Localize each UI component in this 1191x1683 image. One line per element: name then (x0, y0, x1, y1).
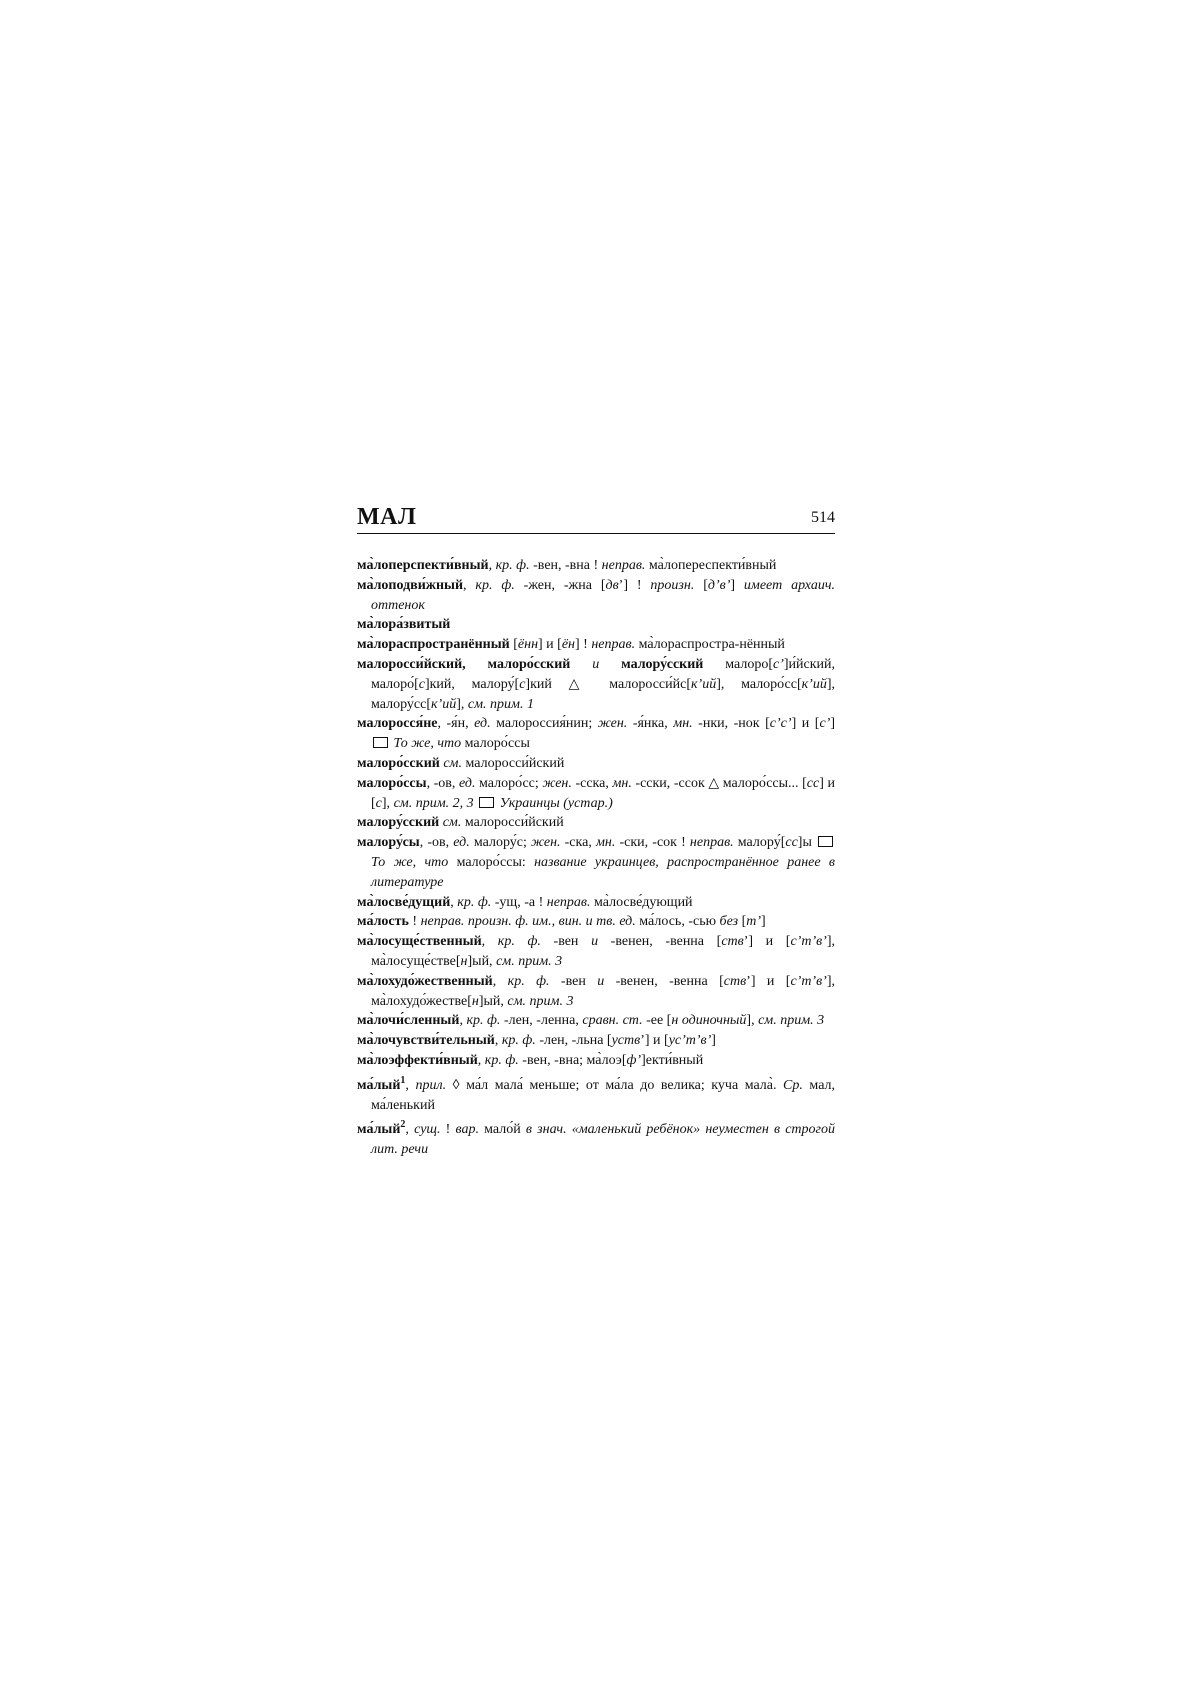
entry-text: ! (440, 1122, 456, 1138)
entry-text (474, 796, 478, 811)
entry-text: ] (711, 1033, 716, 1049)
headword: ма́лый (357, 1122, 401, 1138)
italic-note: То же, что (393, 736, 462, 752)
entry-text: ма̀лопереспекти́вный (645, 558, 777, 573)
dictionary-entry (357, 893, 835, 913)
italic-note: кʼий (431, 696, 457, 712)
entry-text: ]ый, (478, 993, 508, 1009)
italic-note: ств (723, 973, 747, 989)
entry-text: ]кий △ малоросси́йс[ (525, 676, 691, 692)
entry-text: ]ы (797, 835, 816, 851)
italic-note: тʼ (746, 914, 762, 930)
italic-note: неправ. (546, 894, 591, 910)
entry-text: -вен (549, 973, 598, 989)
entry-text: -нки, -нок [ (692, 716, 770, 732)
italic-note: жен. (597, 716, 628, 732)
italic-note: сʼ (819, 716, 831, 732)
italic-note: и (591, 934, 599, 950)
dictionary-entry (357, 655, 835, 714)
italic-note: и (592, 656, 600, 672)
headword: ма̀лосве́дущий (357, 894, 451, 910)
entry-text: ʼ] ! (618, 577, 651, 593)
headword: ма̀лочувстви́тельный (357, 1033, 495, 1049)
dictionary-entry (357, 576, 835, 616)
headword: малоро́ссы (357, 775, 427, 791)
italic-note: мн. (595, 835, 616, 851)
entry-text: -сска, (571, 775, 613, 791)
italic-note: дʼвʼ (707, 577, 731, 593)
dictionary-entry (357, 1071, 835, 1116)
headword: ма̀лочи́сленный (357, 1013, 460, 1029)
dictionary-entry (357, 714, 835, 754)
italic-note: Ср. (783, 1077, 803, 1093)
entry-text: , (477, 1052, 485, 1068)
dictionary-entry (357, 1031, 835, 1051)
entry-text (599, 657, 621, 672)
entry-text: -лен, -ленна, (500, 1013, 583, 1029)
entry-text: малороссия́нин; (490, 716, 598, 732)
entry-text: ]и́йский, малоро́[ (371, 656, 836, 692)
italic-note: кр. ф. (497, 934, 541, 950)
homonym-index: 2 (400, 1119, 406, 1131)
headword: ма̀лоперспекти́вный (357, 558, 489, 573)
italic-note: см. прим. 3 (496, 953, 563, 969)
entry-text: малору́[ (733, 835, 786, 851)
entry-text: ], ма̀лосуще́стве[ (371, 934, 836, 969)
entry-text: , (459, 1013, 467, 1029)
entry-text: , (481, 934, 498, 950)
entry-text: , -я́н, (437, 716, 475, 732)
entry-text: малоро́ссы: (448, 854, 535, 870)
entry-list (357, 556, 835, 1160)
headword: ма̀лосуще́ственный (357, 934, 482, 950)
entry-text: малоро́ссы (461, 736, 530, 752)
dictionary-entry (357, 1115, 835, 1160)
dictionary-entry (357, 912, 835, 932)
square-symbol-icon (373, 737, 388, 748)
dictionary-entry (357, 1051, 835, 1071)
dictionary-entry (357, 1011, 835, 1031)
entry-text: ʼ] и [ (640, 1033, 669, 1049)
entry-text: ма̀лораспростра-нённый (635, 637, 785, 653)
italic-note: неправ. произн. ф. им., вин. и тв. ед. (420, 914, 636, 930)
italic-note: см. (443, 755, 462, 771)
italic-note: кр. ф. (457, 894, 492, 910)
entry-text: , -ов, (426, 775, 459, 791)
headword: ма́лость (357, 914, 409, 930)
entry-text: [ (738, 914, 747, 930)
headword: малору́сский (357, 815, 440, 831)
headword: ма̀лора́звитый (357, 617, 451, 633)
entry-text: -венен, -венна [ (598, 934, 722, 950)
entry-text: , (492, 973, 508, 989)
entry-text: малору́сский (621, 656, 704, 672)
entry-text: малоро[ (703, 656, 773, 672)
italic-note: см. прим. 1 (467, 696, 534, 712)
italic-note: см. прим. 2, 3 (393, 795, 474, 811)
dictionary-page (357, 504, 835, 1160)
entry-text: ] (730, 577, 744, 593)
italic-note: см. (442, 815, 462, 831)
entry-text: -ски, -сок ! (615, 835, 690, 851)
header-rule (357, 533, 835, 534)
italic-note: кр. ф. (501, 1033, 536, 1049)
italic-note: сравн. ст. (582, 1013, 643, 1029)
entry-text: мало́й (479, 1122, 526, 1138)
entry-text: ◊ ма́л мала́ меньше; от ма́ла до велика; куча мала̀. (446, 1077, 784, 1093)
entry-text: ʼ] и [ (746, 973, 791, 989)
italic-note: кʼий (801, 676, 827, 692)
entry-text: , (450, 894, 458, 910)
entry-text: ], малоро́сс[ (716, 676, 802, 692)
italic-note: кр. ф. (507, 973, 550, 989)
entry-text: мал, ма́ленький (371, 1077, 836, 1113)
dictionary-entry (357, 774, 835, 814)
italic-note: без (719, 914, 739, 930)
italic-note: произн. (650, 577, 695, 593)
entry-text: [ (694, 577, 708, 593)
entry-text: ] и [ (791, 716, 820, 732)
entry-text: ! (408, 914, 421, 930)
square-symbol-icon (818, 836, 833, 847)
entry-text: ] ! (575, 637, 592, 653)
entry-text: ] (830, 716, 835, 732)
italic-note: сущ. (414, 1122, 441, 1138)
entry-text: ма́лось, -сью (635, 914, 720, 930)
italic-note: кр. ф. (466, 1013, 501, 1029)
entry-text: , (488, 558, 496, 573)
entry-text: -вен (540, 934, 592, 950)
headword: ма̀лоподви́жный (357, 577, 464, 593)
entry-text: -лен, -льна [ (535, 1033, 612, 1049)
entry-text: малоро́сс; (475, 775, 543, 791)
italic-note: усʼтʼвʼ (668, 1033, 712, 1049)
entry-text: -венен, -венна [ (604, 973, 724, 989)
italic-note: сс (806, 775, 820, 791)
italic-note: в знач. «маленький ребёнок» неуместен в строгой лит. речи (371, 1122, 835, 1158)
italic-note: сʼ (772, 656, 784, 672)
italic-note: неправ. (591, 637, 636, 653)
italic-note: ед. (474, 716, 491, 732)
italic-note: сʼтʼвʼ (790, 973, 827, 989)
entry-text: малоросси́йский (462, 755, 565, 771)
italic-note: кр. ф. (495, 558, 530, 573)
headword: ма̀лохудо́жественный (357, 973, 493, 989)
entry-text: , (405, 1077, 416, 1093)
italic-note: см. прим. 3 (507, 993, 574, 1009)
dictionary-entry (357, 813, 835, 833)
entry-text: ] и [ (371, 775, 835, 811)
entry-text: ]кий, малору́[ (424, 676, 520, 692)
italic-note: ств (721, 934, 744, 950)
italic-note: сʼтʼвʼ (790, 934, 827, 950)
italic-note: ед. (459, 775, 476, 791)
entry-text: -вен, -вна; ма̀лоэ[ (518, 1052, 627, 1068)
headword: ма́лый (357, 1077, 401, 1093)
italic-note: ённ (517, 637, 539, 653)
italic-note: и (597, 973, 605, 989)
dictionary-entry (357, 556, 835, 576)
italic-note: кʼий (691, 676, 717, 692)
italic-note: кр. ф. (484, 1052, 519, 1068)
dictionary-entry (357, 972, 835, 1012)
italic-note: ед. (453, 835, 470, 851)
italic-note: с (375, 795, 382, 811)
entry-text: ] (761, 914, 766, 930)
italic-note: название украинцев, распространённое ранее в литературе (371, 854, 835, 890)
page-header (357, 504, 835, 534)
italic-note: сʼсʼ (769, 716, 792, 732)
italic-note: кр. ф. (475, 577, 515, 593)
entry-text: , (494, 1033, 502, 1049)
entry-text: -я́нка, (627, 716, 674, 732)
headword: ма̀лоэффекти́вный (357, 1052, 478, 1068)
italic-note: одиночный (681, 1013, 747, 1029)
entry-text: малоросси́йский (461, 815, 564, 831)
entry-text: ]ый, (467, 953, 497, 969)
italic-note: уств (611, 1033, 641, 1049)
italic-note: жен. (542, 775, 572, 791)
entry-text: -вен, -вна ! (529, 558, 602, 573)
italic-note: жен. (531, 835, 561, 851)
headword: малоро́сский (357, 755, 440, 771)
entry-text: , -ов, (419, 835, 454, 851)
entry-text: -ска, (560, 835, 596, 851)
italic-note: вар. (455, 1122, 479, 1138)
entry-text: -ее [ (642, 1013, 672, 1029)
entry-text: -сски, -ссок △ малоро́ссы... [ (631, 775, 807, 791)
italic-note: прил. (415, 1077, 447, 1093)
italic-note: мн. (673, 716, 693, 732)
italic-note: с (519, 676, 526, 692)
italic-note: н (471, 993, 479, 1009)
italic-note: неправ. (601, 558, 646, 573)
headword: ма̀лораспространённый (357, 637, 510, 653)
italic-note: неправ. (689, 835, 734, 851)
entry-text: , (463, 577, 476, 593)
entry-text: ʼ] и [ (743, 934, 791, 950)
entry-text: ], (381, 795, 394, 811)
page-number: 514 (811, 509, 835, 526)
italic-note: мн. (612, 775, 632, 791)
entry-text: малору́с; (469, 835, 532, 851)
dictionary-entry (357, 615, 835, 635)
running-head: МАЛ (357, 504, 417, 530)
italic-note: фʼ (626, 1052, 642, 1068)
entry-text: ], (746, 1013, 759, 1029)
dictionary-entry (357, 754, 835, 774)
entry-text: ]екти́вный (641, 1052, 704, 1068)
italic-note: с (418, 676, 425, 692)
italic-note: н (671, 1013, 679, 1029)
entry-text: -ущ, -а ! (491, 894, 547, 910)
dictionary-entry (357, 635, 835, 655)
italic-note: То же, что (371, 854, 449, 870)
homonym-index: 1 (400, 1074, 406, 1086)
italic-note: ён (561, 637, 576, 653)
entry-text: [ (509, 637, 518, 653)
italic-note: дв (605, 577, 619, 593)
entry-text (570, 657, 592, 672)
headword: малоросся́не (357, 716, 438, 732)
entry-text: ] и [ (538, 637, 562, 653)
dictionary-entry (357, 932, 835, 972)
entry-text: ], (456, 696, 468, 712)
entry-text: ], малору́сс[ (371, 676, 836, 712)
headword: малоросси́йский, малоро́сский (357, 656, 571, 672)
entry-text: ], ма̀лохудо́жестве[ (371, 973, 835, 1009)
square-symbol-icon (479, 797, 494, 808)
italic-note: Украинцы (устар.) (499, 795, 613, 811)
italic-note: см. прим. 3 (758, 1013, 825, 1029)
entry-text: ма̀лосве́дующий (590, 894, 693, 910)
entry-text: , (405, 1122, 415, 1138)
dictionary-entry (357, 833, 835, 892)
italic-note: имеет архаич. оттенок (371, 577, 836, 613)
headword: малору́сы (357, 835, 420, 851)
entry-text: -жен, -жна [ (514, 577, 606, 593)
italic-note: сс (785, 835, 798, 851)
italic-note: н (460, 953, 468, 969)
